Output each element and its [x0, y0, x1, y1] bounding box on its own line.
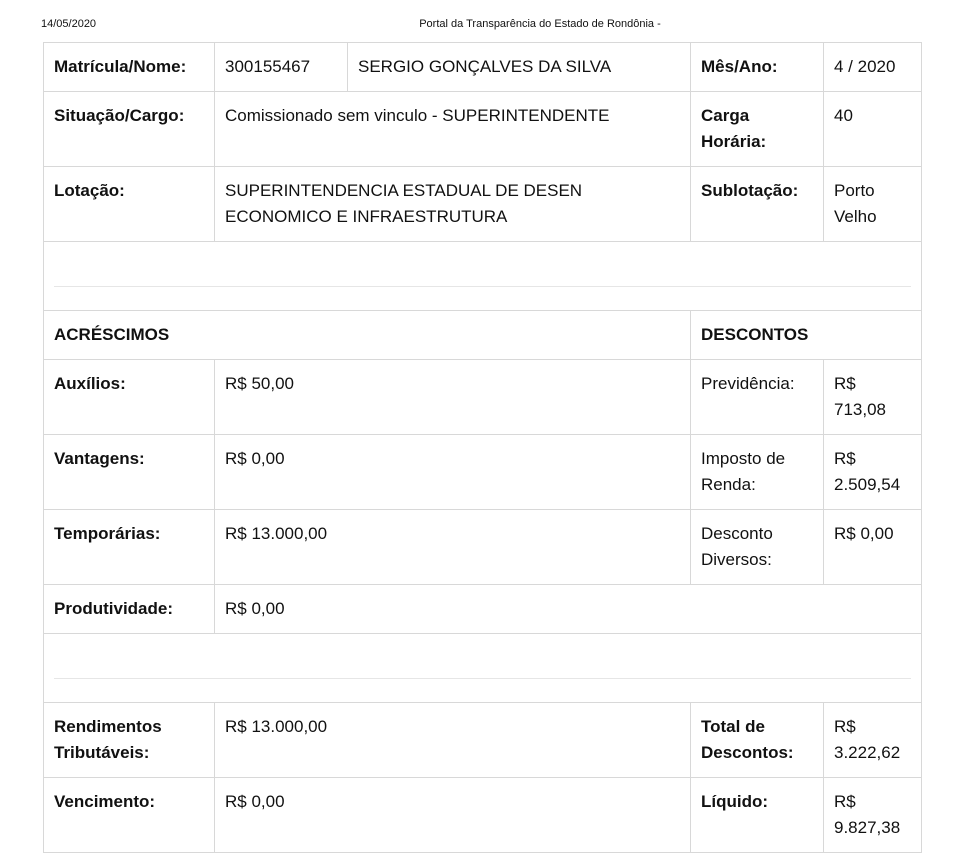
auxilios-label: Auxílios:	[44, 360, 215, 435]
acrescimos-heading: ACRÉSCIMOS	[44, 311, 691, 360]
mes-ano-value: 4 / 2020	[824, 43, 922, 92]
spacer-cell	[44, 634, 922, 703]
row-lotacao	[44, 167, 922, 242]
imposto-renda-value: R$ 2.509,54	[824, 435, 922, 510]
desconto-diversos-label: Desconto Diversos:	[691, 510, 824, 585]
carga-horaria-label: Carga Horária:	[691, 92, 824, 167]
matricula-value: 300155467	[215, 43, 348, 92]
vantagens-label: Vantagens:	[44, 435, 215, 510]
sublotacao-label: Sublotação:	[691, 167, 824, 242]
previdencia-value: R$ 713,08	[824, 360, 922, 435]
matricula-nome-label: Matrícula/Nome:	[44, 43, 215, 92]
payroll-table	[43, 42, 922, 853]
temporarias-label: Temporárias:	[44, 510, 215, 585]
imposto-renda-label: Imposto de Renda:	[691, 435, 824, 510]
nome-value: SERGIO GONÇALVES DA SILVA	[348, 43, 691, 92]
sublotacao-value: Porto Velho	[824, 167, 922, 242]
row-temporarias	[44, 510, 922, 585]
spacer-cell	[44, 242, 922, 311]
auxilios-value: R$ 50,00	[215, 360, 691, 435]
vencimento-label: Vencimento:	[44, 778, 215, 853]
liquido-label: Líquido:	[691, 778, 824, 853]
lotacao-value: SUPERINTENDENCIA ESTADUAL DE DESEN ECONOMICO E INFRAESTRUTURA	[215, 167, 691, 242]
vencimento-value: R$ 0,00	[215, 778, 691, 853]
temporarias-value: R$ 13.000,00	[215, 510, 691, 585]
total-descontos-label: Total de Descontos:	[691, 703, 824, 778]
desconto-diversos-value: R$ 0,00	[824, 510, 922, 585]
descontos-heading: DESCONTOS	[691, 311, 922, 360]
page-title: Portal da Transparência do Estado de Rondônia -	[419, 18, 661, 30]
row-vencimento	[44, 778, 922, 853]
mes-ano-label: Mês/Ano:	[691, 43, 824, 92]
carga-horaria-value: 40	[824, 92, 922, 167]
row-situacao	[44, 92, 922, 167]
rendimentos-value: R$ 13.000,00	[215, 703, 691, 778]
previdencia-label: Previdência:	[691, 360, 824, 435]
liquido-value: R$ 9.827,38	[824, 778, 922, 853]
situacao-cargo-label: Situação/Cargo:	[44, 92, 215, 167]
row-vantagens	[44, 435, 922, 510]
vantagens-value: R$ 0,00	[215, 435, 691, 510]
row-auxilios	[44, 360, 922, 435]
row-matricula	[44, 43, 922, 92]
spacer-row	[44, 242, 922, 311]
print-date: 14/05/2020	[41, 18, 97, 30]
rendimentos-label: Rendimentos Tributáveis:	[44, 703, 215, 778]
row-rendimentos	[44, 703, 922, 778]
row-produtividade	[44, 585, 922, 634]
divider	[54, 286, 911, 287]
lotacao-label: Lotação:	[44, 167, 215, 242]
total-descontos-value: R$ 3.222,62	[824, 703, 922, 778]
row-headings	[44, 311, 922, 360]
produtividade-value: R$ 0,00	[215, 585, 922, 634]
divider	[54, 678, 911, 679]
produtividade-label: Produtividade:	[44, 585, 215, 634]
situacao-cargo-value: Comissionado sem vinculo - SUPERINTENDENTE	[215, 92, 691, 167]
spacer-row	[44, 634, 922, 703]
